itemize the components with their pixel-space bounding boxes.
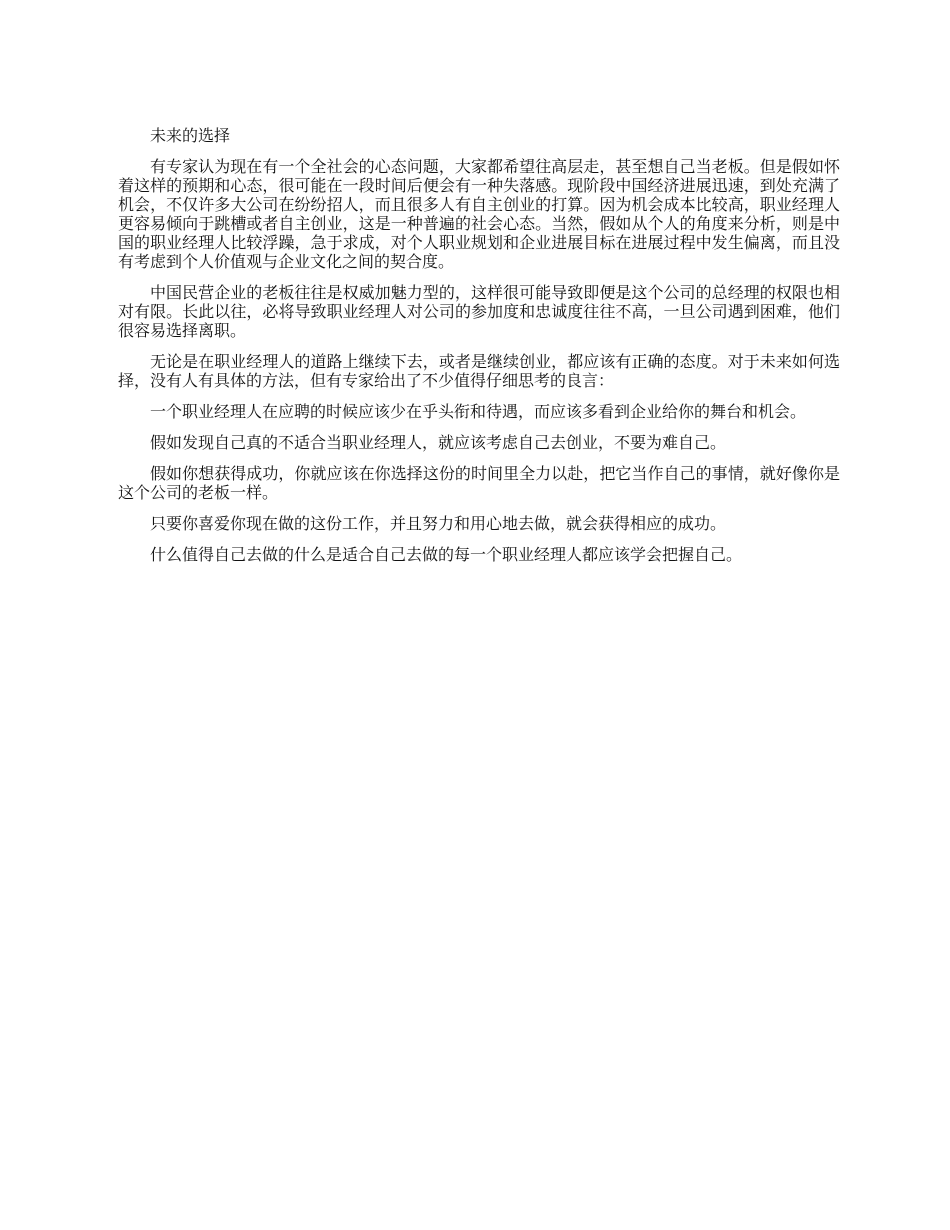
document-title: 未来的选择 (150, 126, 231, 145)
paragraph-1: 有专家认为现在有一个全社会的心态问题，大家都希望往高层走，甚至想自己当老板。但是假如怀着这样的预期和心态，很可能在一段时间后便会有一种失落感。现阶段中国经济进展迅速，到处充满了机会，不仅许多大公司在纷纷招人，而且很多人有自主创业的打算。因为机会成本比较高，职业经理人更容易倾向于跳槽或者自主创业，这是一种普遍的社会心态。当然，假如从个人的角度来分析，则是中国的职业经理人比较浮躁，急于求成，对个人职业规划和企业进展目标在进展过程中发生偏离，而且没有考虑到个人价值观与企业文化之间的契合度。 (118, 157, 840, 271)
paragraph-5: 假如发现自己真的不适合当职业经理人，就应该考虑自己去创业，不要为难自己。 (150, 433, 727, 452)
paragraph-4: 一个职业经理人在应聘的时候应该少在乎头衔和待遇，而应该多看到企业给你的舞台和机会。 (150, 402, 807, 421)
paragraph-2: 中国民营企业的老板往往是权威加魅力型的，这样很可能导致即便是这个公司的总经理的权限也相对有限。长此以往，必将导致职业经理人对公司的参加度和忠诚度往往不高，一旦公司遇到困难，他们很容易选择离职。 (118, 283, 840, 340)
paragraph-6: 假如你想获得成功，你就应该在你选择这份的时间里全力以赴，把它当作自己的事情，就好像你是这个公司的老板一样。 (118, 464, 840, 502)
paragraph-7: 只要你喜爱你现在做的这份工作，并且努力和用心地去做，就会获得相应的成功。 (150, 514, 727, 533)
paragraph-8: 什么值得自己去做的什么是适合自己去做的每一个职业经理人都应该学会把握自己。 (150, 545, 743, 564)
paragraph-3: 无论是在职业经理人的道路上继续下去，或者是继续创业，都应该有正确的态度。对于未来如何选择，没有人有具体的方法，但有专家给出了不少值得仔细思考的良言： (118, 352, 840, 390)
document-body (118, 126, 840, 576)
